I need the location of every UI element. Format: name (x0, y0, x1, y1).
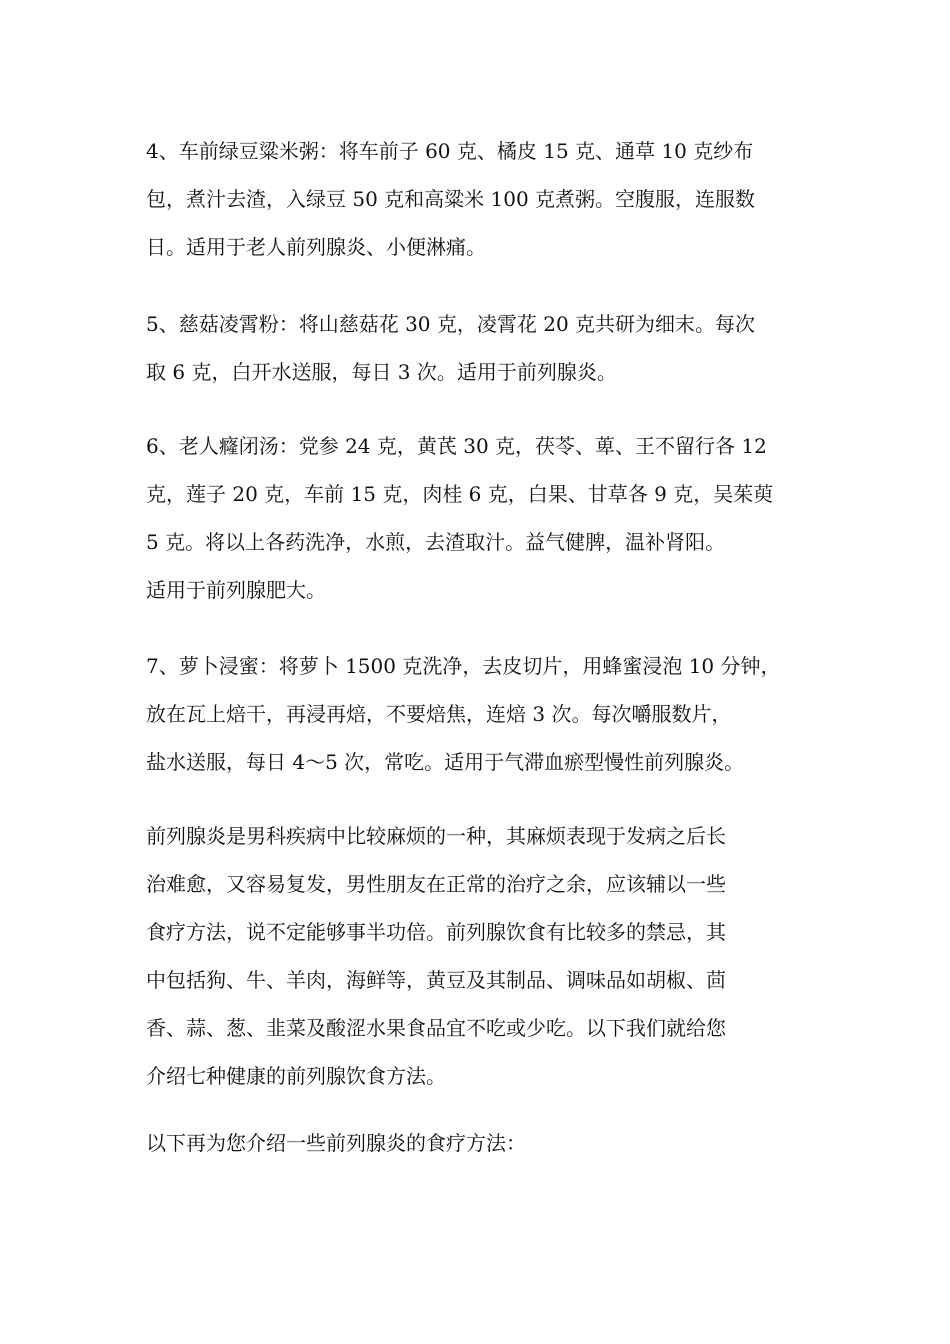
text-line: 6、老人癃闭汤：党参 24 克，黄芪 30 克，茯苓、萆、王不留行各 12 (146, 434, 767, 458)
text-line: 中包括狗、牛、羊肉，海鲜等，黄豆及其制品、调味品如胡椒、茴 (146, 968, 726, 992)
paragraph-recipe-4 (146, 140, 826, 259)
text-line: 5、慈菇凌霄粉：将山慈菇花 30 克，凌霄花 20 克共研为细末。每次 (146, 312, 756, 336)
paragraph-recipe-7 (146, 655, 826, 774)
text-line: 放在瓦上焙干，再浸再焙，不要焙焦，连焙 3 次。每次嚼服数片， (146, 702, 732, 726)
text-line: 介绍七种健康的前列腺饮食方法。 (146, 1064, 446, 1088)
text-line: 治难愈，又容易复发，男性朋友在正常的治疗之余，应该辅以一些 (146, 872, 726, 896)
paragraph-lead-in (146, 1132, 826, 1155)
text-line: 克，莲子 20 克，车前 15 克，肉桂 6 克，白果、甘草各 9 克，吴茱萸 (146, 482, 774, 506)
text-line: 香、蒜、葱、韭菜及酸涩水果食品宜不吃或少吃。以下我们就给您 (146, 1016, 726, 1040)
text-line: 前列腺炎是男科疾病中比较麻烦的一种，其麻烦表现于发病之后长 (146, 824, 726, 848)
paragraph-recipe-5 (146, 313, 826, 384)
text-line: 包，煮汁去渣，入绿豆 50 克和高粱米 100 克煮粥。空腹服，连服数 (146, 187, 756, 211)
text-line: 7、萝卜浸蜜：将萝卜 1500 克洗净，去皮切片，用蜂蜜浸泡 10 分钟， (146, 654, 781, 678)
text-line: 以下再为您介绍一些前列腺炎的食疗方法： (146, 1131, 526, 1155)
paragraph-intro (146, 825, 826, 1088)
text-line: 取 6 克，白开水送服，每日 3 次。适用于前列腺炎。 (146, 360, 617, 384)
text-line: 盐水送服，每日 4～5 次，常吃。适用于气滞血瘀型慢性前列腺炎。 (146, 750, 745, 774)
text-line: 适用于前列腺肥大。 (146, 578, 326, 602)
text-line: 5 克。将以上各药洗净，水煎，去渣取汁。益气健脾，温补肾阳。 (146, 530, 726, 554)
paragraph-recipe-6 (146, 435, 826, 602)
text-line: 4、车前绿豆粱米粥：将车前子 60 克、橘皮 15 克、通草 10 克纱布 (146, 139, 754, 163)
text-line: 日。适用于老人前列腺炎、小便淋痛。 (146, 235, 486, 259)
text-line: 食疗方法，说不定能够事半功倍。前列腺饮食有比较多的禁忌，其 (146, 920, 726, 944)
